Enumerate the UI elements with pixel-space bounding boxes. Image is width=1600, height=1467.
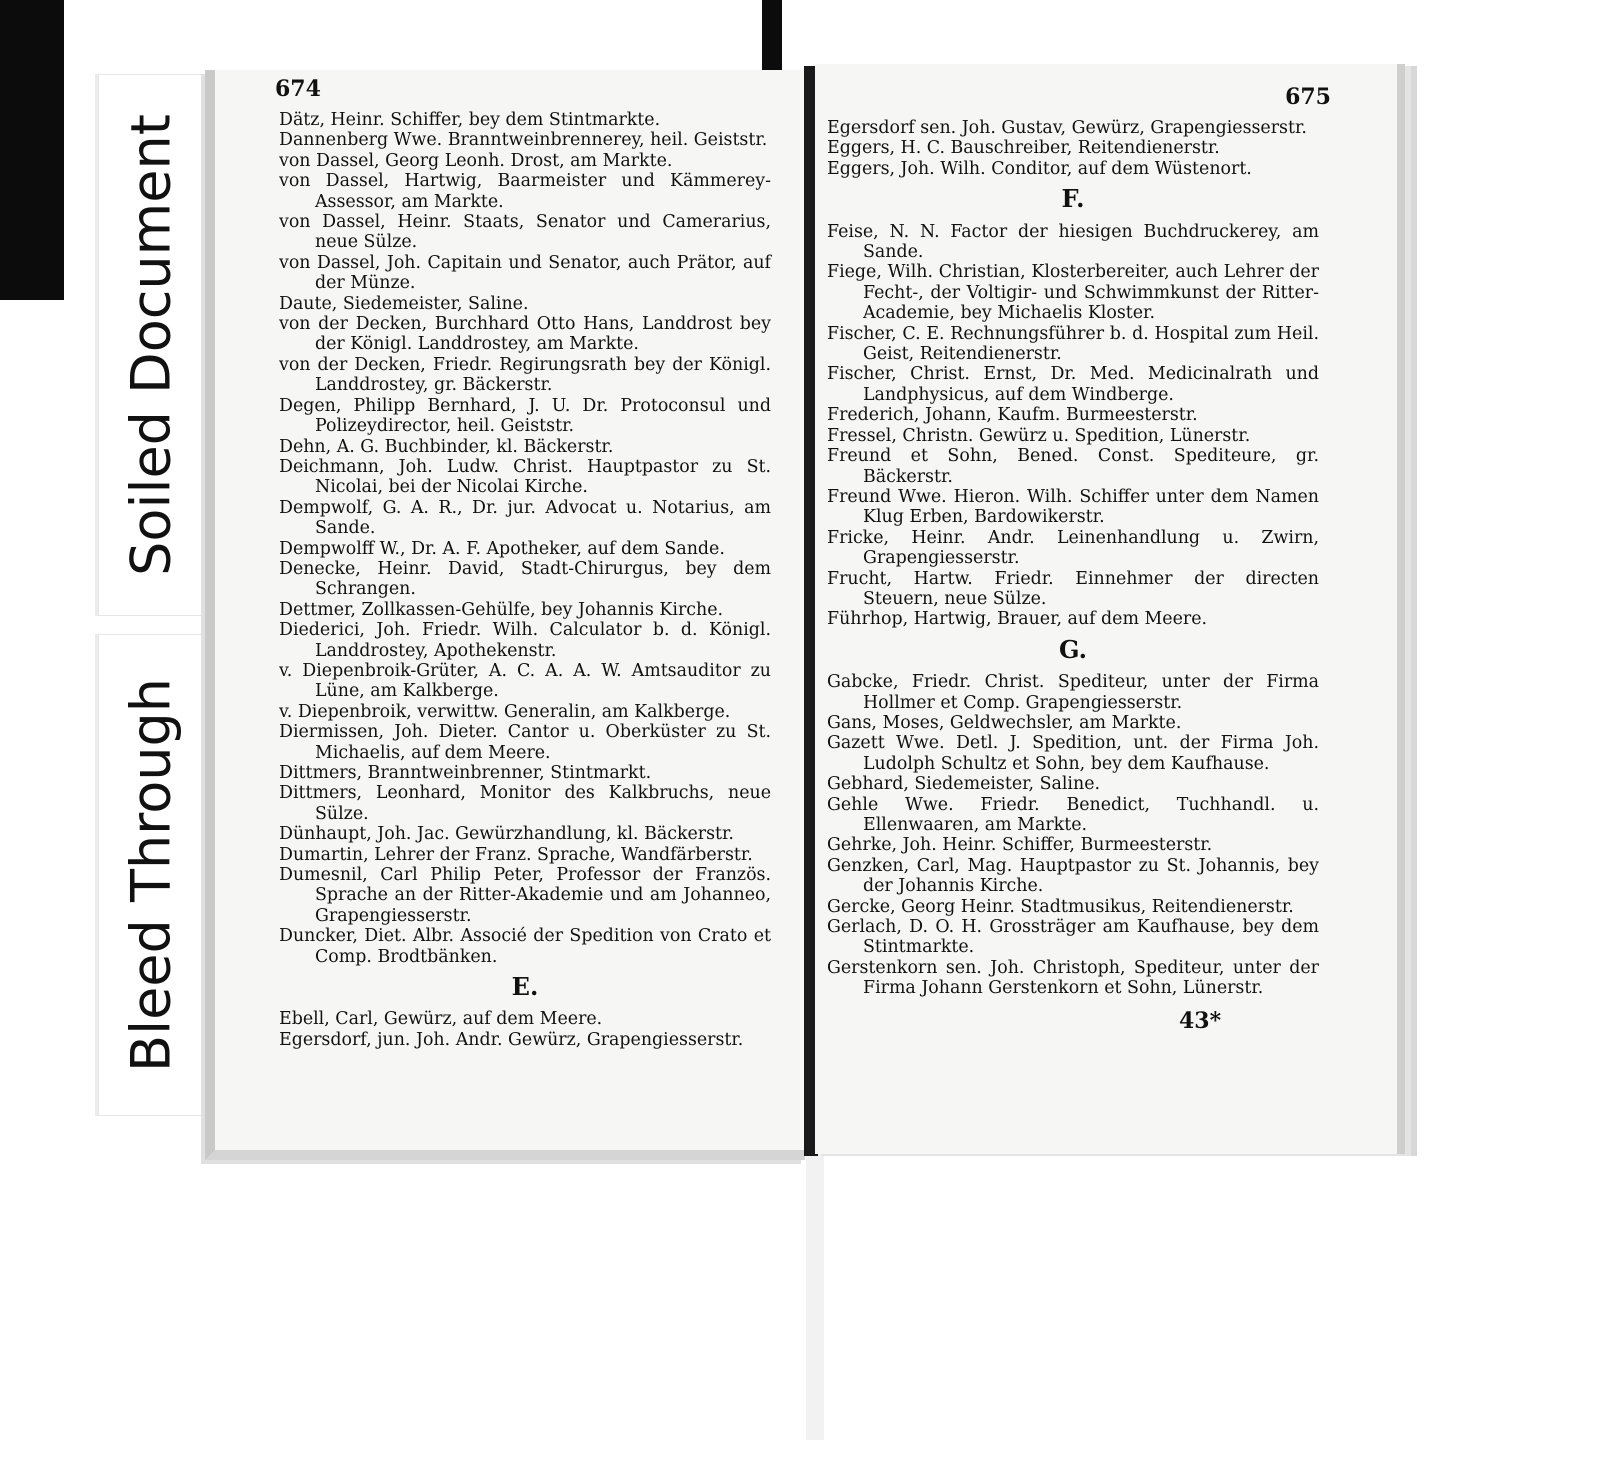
- left-page: [205, 70, 805, 1160]
- directory-entry: Dünhaupt, Joh. Jac. Gewürzhandlung, kl. Bäckerstr.: [279, 824, 734, 845]
- directory-entry: Gerstenkorn sen. Joh. Christoph, Spediteur, unter der Firma Johann Gerstenkorn et Sohn, Lünerstr.: [827, 957, 1319, 999]
- section-heading: F.: [1061, 184, 1085, 214]
- directory-entry: Dannenberg Wwe. Branntweinbrennerey, heil. Geiststr.: [279, 130, 768, 151]
- directory-entry: Gercke, Georg Heinr. Stadtmusikus, Reitendienerstr.: [827, 896, 1294, 917]
- directory-entry: Dempwolf, G. A. R., Dr. jur. Advocat u. Notarius, am Sande.: [279, 497, 771, 539]
- bleed-through-label: Bleed Through: [119, 678, 183, 1072]
- directory-entry: von Dassel, Hartwig, Baarmeister und Kämmerey-Assessor, am Markte.: [279, 171, 771, 212]
- directory-entry: Frucht, Hartw. Friedr. Einnehmer der directen Steuern, neue Sülze.: [827, 568, 1319, 609]
- directory-entry: Feise, N. N. Factor der hiesigen Buchdruckerey, am Sande.: [827, 221, 1319, 263]
- directory-entry: Gehle Wwe. Friedr. Benedict, Tuchhandl. u. Ellenwaaren, am Markte.: [827, 794, 1319, 835]
- directory-entry: Diederici, Joh. Friedr. Wilh. Calculator b. d. Königl. Landdrostey, Apothekenstr.: [279, 620, 771, 661]
- page-number-left: 674: [275, 76, 321, 102]
- directory-entry: Dittmers, Branntweinbrenner, Stintmarkt.: [279, 763, 652, 783]
- directory-entry: Gazett Wwe. Detl. J. Spedition, unt. der Firma Joh. Ludolph Schultz et Sohn, bey dem Kaufhause.: [827, 733, 1319, 774]
- directory-entry: Frederich, Johann, Kaufm. Burmeesterstr.: [827, 405, 1198, 426]
- directory-entry: Ebell, Carl, Gewürz, auf dem Meere.: [279, 1009, 603, 1030]
- directory-entry: Gabcke, Friedr. Christ. Spediteur, unter der Firma Hollmer et Comp. Grapengiesserstr.: [827, 672, 1319, 713]
- directory-entry: Denecke, Heinr. David, Stadt-Chirurgus, bey dem Schrangen.: [279, 558, 771, 600]
- left-entry-list: [279, 110, 771, 1050]
- directory-entry: von der Decken, Friedr. Regirungsrath bey der Königl. Landdrostey, gr. Bäckerstr.: [279, 354, 771, 396]
- directory-entry: Gerlach, D. O. H. Grossträger am Kaufhause, bey dem Stintmarkte.: [827, 917, 1319, 958]
- directory-entry: Gehrke, Joh. Heinr. Schiffer, Burmeesterstr.: [827, 835, 1213, 856]
- directory-entry: Dehn, A. G. Buchbinder, kl. Bäckerstr.: [279, 436, 614, 457]
- right-page: [815, 64, 1405, 1154]
- directory-entry: Deichmann, Joh. Ludw. Christ. Hauptpastor zu St. Nicolai, bei der Nicolai Kirche.: [279, 456, 771, 498]
- directory-entry: Duncker, Diet. Albr. Associé der Spedition von Crato et Comp. Brodtbänken.: [279, 926, 771, 967]
- binding-strip-top: [762, 0, 782, 70]
- directory-entry: Egersdorf, jun. Joh. Andr. Gewürz, Grapengiesserstr.: [279, 1029, 744, 1050]
- directory-entry: von Dassel, Heinr. Staats, Senator und Camerarius, neue Sülze.: [279, 212, 771, 253]
- binding-strip-inner: [806, 1140, 824, 1440]
- section-heading: E.: [511, 972, 539, 1002]
- directory-entry: Dittmers, Leonhard, Monitor des Kalkbruchs, neue Sülze.: [279, 783, 771, 824]
- directory-entry: Diermissen, Joh. Dieter. Cantor u. Oberküster zu St. Michaelis, auf dem Meere.: [279, 722, 771, 763]
- directory-entry: Führhop, Hartwig, Brauer, auf dem Meere.: [827, 609, 1208, 630]
- directory-entry: Freund et Sohn, Bened. Const. Spediteure, gr. Bäckerstr.: [827, 446, 1319, 487]
- directory-entry: Fischer, Christ. Ernst, Dr. Med. Medicinalrath und Landphysicus, auf dem Windberge.: [827, 364, 1319, 405]
- right-entry-list: [827, 118, 1319, 999]
- directory-entry: Eggers, H. C. Bauschreiber, Reitendienerstr.: [827, 138, 1220, 159]
- directory-entry: von der Decken, Burchhard Otto Hans, Landdrost bey der Königl. Landdrostey, am Markte.: [279, 314, 771, 355]
- directory-entry: Genzken, Carl, Mag. Hauptpastor zu St. Johannis, bey der Johannis Kirche.: [827, 855, 1319, 897]
- directory-entry: Daute, Siedemeister, Saline.: [279, 293, 529, 314]
- binding-strip-bottom: [0, 0, 64, 300]
- directory-entry: Fischer, C. E. Rechnungsführer b. d. Hospital zum Heil. Geist, Reitendienerstr.: [827, 323, 1319, 365]
- directory-entry: Fiege, Wilh. Christian, Klosterbereiter, auch Lehrer der Fecht-, der Voltigir- und Schwimmkunst der Ritter-Academie, bey Michaelis Kloster.: [827, 262, 1319, 324]
- directory-entry: v. Diepenbroik-Grüter, A. C. A. A. W. Amtsauditor zu Lüne, am Kalkberge.: [279, 660, 771, 702]
- directory-entry: Fricke, Heinr. Andr. Leinenhandlung u. Zwirn, Grapengiesserstr.: [827, 527, 1319, 569]
- directory-entry: Freund Wwe. Hieron. Wilh. Schiffer unter dem Namen Klug Erben, Bardowikerstr.: [827, 486, 1319, 528]
- directory-entry: Egersdorf sen. Joh. Gustav, Gewürz, Grapengiesserstr.: [827, 118, 1307, 138]
- directory-entry: Gans, Moses, Geldwechsler, am Markte.: [827, 712, 1182, 733]
- directory-entry: Dätz, Heinr. Schiffer, bey dem Stintmarkte.: [279, 110, 661, 130]
- directory-entry: v. Diepenbroik, verwittw. Generalin, am Kalkberge.: [279, 701, 731, 722]
- directory-entry: Dumartin, Lehrer der Franz. Sprache, Wandfärberstr.: [279, 844, 753, 865]
- directory-entry: Dempwolff W., Dr. A. F. Apotheker, auf dem Sande.: [279, 538, 725, 559]
- signature-mark: 43*: [1179, 1008, 1222, 1034]
- directory-entry: Dumesnil, Carl Philip Peter, Professor der Französ. Sprache an der Ritter-Akademie und am Johanneo, Grapengiesserstr.: [279, 865, 771, 926]
- directory-entry: von Dassel, Joh. Capitain und Senator, auch Prätor, auf der Münze.: [279, 252, 771, 294]
- bleed-through-tab: [98, 634, 204, 1116]
- directory-entry: Gebhard, Siedemeister, Saline.: [827, 774, 1101, 795]
- soiled-document-tab: [98, 74, 204, 616]
- directory-entry: Fressel, Christn. Gewürz u. Spedition, Lünerstr.: [827, 425, 1251, 446]
- soiled-document-label: Soiled Document: [119, 114, 183, 576]
- directory-entry: Degen, Philipp Bernhard, J. U. Dr. Protoconsul und Polizeydirector, heil. Geiststr.: [279, 395, 771, 437]
- directory-entry: von Dassel, Georg Leonh. Drost, am Markte.: [279, 150, 673, 171]
- directory-entry: Eggers, Joh. Wilh. Conditor, auf dem Wüstenort.: [827, 158, 1252, 179]
- section-heading: G.: [1059, 634, 1087, 664]
- directory-entry: Dettmer, Zollkassen-Gehülfe, bey Johannis Kirche.: [279, 599, 724, 620]
- page-number-right: 675: [1285, 84, 1331, 110]
